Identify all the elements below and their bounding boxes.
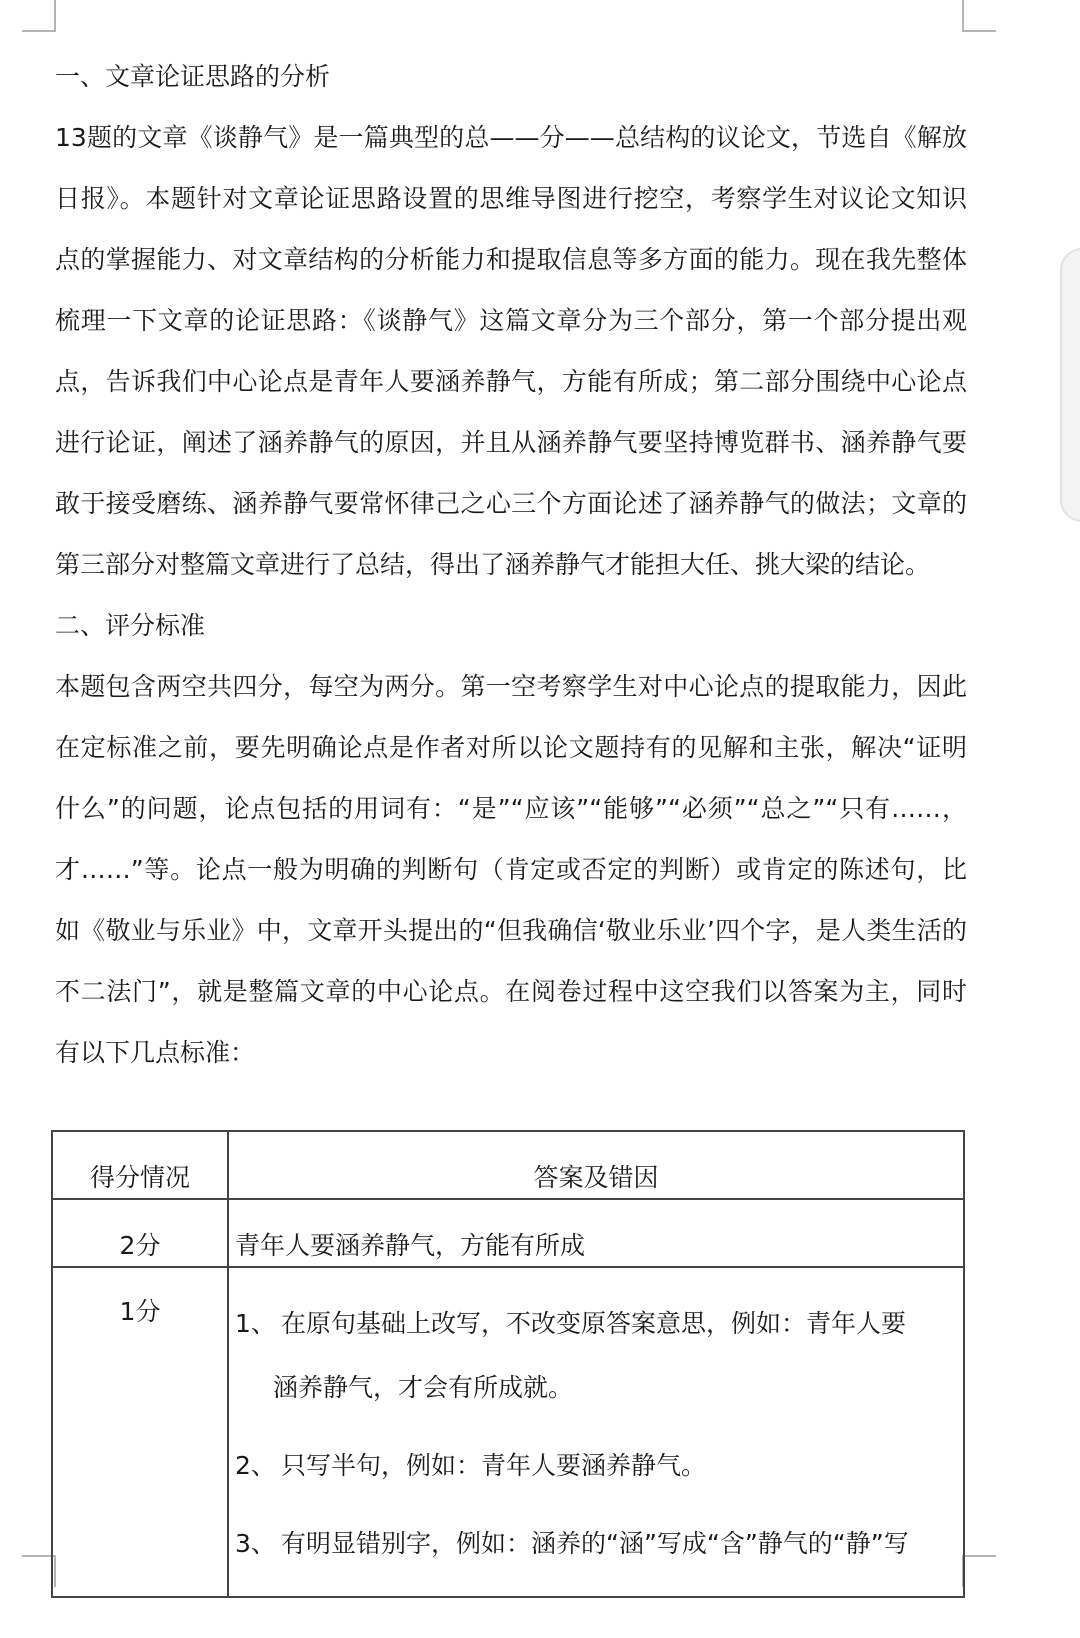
answer-cell: 青年人要涵养静气，方能有所成 [228,1199,964,1267]
criteria-text-continued: 涵养静气，才会有所成就。 [273,1373,574,1402]
criteria-text: 有明显错别字，例如：涵养的“涵”写成“含”静气的“静”写 [281,1529,909,1558]
criteria-item [235,1292,959,1420]
scoring-text: 本题包含两空共四分，每空为两分。第一空考察学生对中心论点的提取能力，因此在定标准之前，要先明确论点是作者对所以论文题持有的见解和主张，解决“证明什么”的问题，论点包括的用词有：“是”“应该”“能够”“必须”“总之”“只有……，才……”等。论点一般为明确的判断句（肯定或否定的判断）或肯定的陈述句，比如《敬业与乐业》中，文章开头提出的“但我确信‘敬业乐业’四个字，是人类生活的不二法门”，就是整篇文章的中心论点。在阅卷过程中这空我们以答案为主，同时有以下几点标准： [55,672,967,1067]
table-row [52,1199,964,1267]
criteria-cell [228,1267,964,1597]
criteria-number: 1、 [235,1309,276,1338]
criteria-text: 在原句基础上改写，不改变原答案意思，例如：青年人要 [281,1309,907,1338]
table-header-row [52,1131,964,1199]
scroll-handle[interactable] [1060,248,1080,522]
section-heading-argument: 一、文章论证思路的分析 [55,62,331,91]
crop-mark-top-right [962,0,996,32]
argument-paragraph [55,107,967,595]
answer-column-header: 答案及错因 [228,1131,964,1199]
score-cell: 2分 [52,1199,228,1267]
score-column-header: 得分情况 [52,1131,228,1199]
criteria-item [235,1512,959,1576]
scoring-paragraph [55,656,967,1083]
argument-text: 13题的文章《谈静气》是一篇典型的总——分——总结构的议论文，节选自《解放日报》。本题针对文章论证思路设置的思维导图进行挖空，考察学生对议论文知识点的掌握能力、对文章结构的分析能力和提取信息等多方面的能力。现在我先整体梳理一下文章的论证思路：《谈静气》这篇文章分为三个部分，第一个部分提出观点，告诉我们中心论点是青年人要涵养静气，方能有所成；第二部分围绕中心论点进行论证，阐述了涵养静气的原因，并且从涵养静气要坚持博览群书、涵养静气要敢于接受磨练、涵养静气要常怀律己之心三个方面论述了涵养静气的做法；文章的第三部分对整篇文章进行了总结，得出了涵养静气才能担大任、挑大梁的结论。 [55,123,967,579]
table-row [52,1267,964,1597]
scoring-table [51,1130,965,1598]
criteria-number: 2、 [235,1451,276,1480]
criteria-item [235,1434,959,1498]
section-heading-scoring: 二、评分标准 [55,611,206,640]
score-cell: 1分 [52,1267,228,1597]
criteria-number: 3、 [235,1529,276,1558]
document-content [55,46,967,1083]
criteria-text: 只写半句，例如：青年人要涵养静气。 [281,1451,707,1480]
crop-mark-bottom-right [962,1555,996,1587]
crop-mark-top-left [22,0,56,32]
